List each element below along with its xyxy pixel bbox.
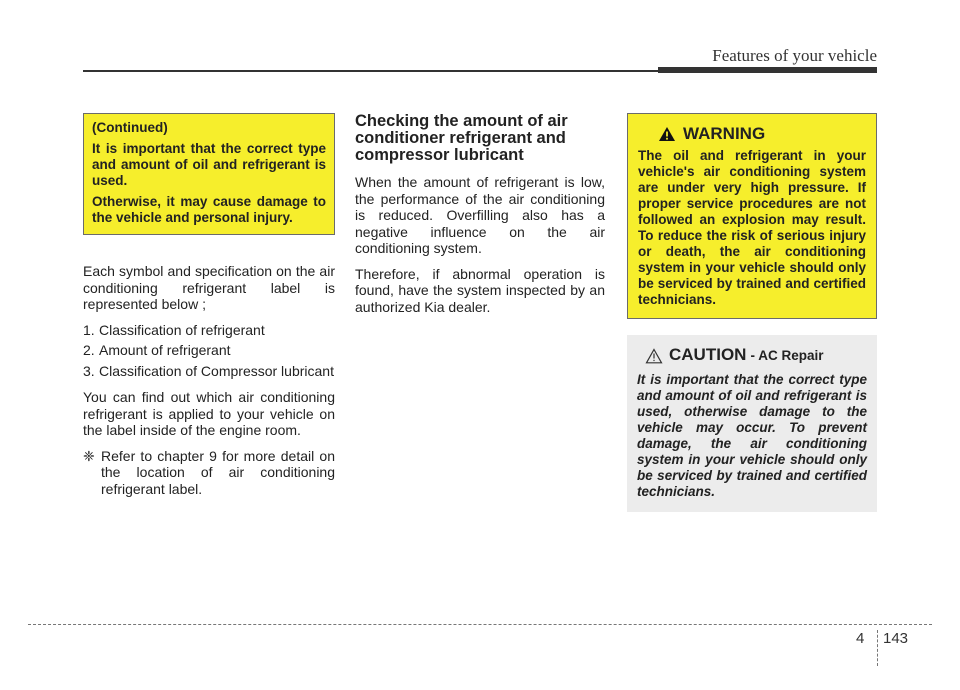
page-number: 143: [883, 630, 909, 647]
warning-heading: WARNING: [683, 124, 766, 143]
warning-box: [627, 113, 877, 319]
continued-text-1: It is important that the correct type and amount of oil and refrigerant is used.: [92, 141, 326, 188]
continued-text-2: Otherwise, it may cause damage to the vehicle and personal injury.: [92, 194, 326, 225]
note-text: Refer to chapter 9 for more detail on the location of air conditioning refrigerant label.: [101, 447, 335, 497]
reference-note: [83, 448, 335, 498]
warning-heading-row: [658, 126, 866, 142]
caution-subheading: - AC Repair: [750, 348, 824, 363]
list-number: 1.: [83, 321, 95, 338]
list-number: 2.: [83, 342, 95, 358]
caution-heading-row: [645, 347, 867, 364]
list-number: 3.: [83, 362, 95, 379]
list-text: Amount of refrigerant: [99, 342, 231, 358]
left-column: [83, 113, 335, 497]
list-item: [83, 363, 335, 380]
footer-rule: [28, 624, 932, 625]
continued-box: [83, 113, 335, 235]
refrigerant-location-text: You can find out which air conditioning refrigerant is applied to your vehicle on the label inside of the engine room.: [83, 389, 335, 438]
warning-icon: [658, 126, 676, 142]
middle-column: [355, 113, 605, 324]
list-text: Classification of refrigerant: [99, 321, 265, 338]
list-text: Classification of Compressor lubricant: [99, 362, 334, 379]
header-rule-accent: [658, 67, 877, 73]
spec-list: [83, 322, 335, 380]
left-body: [83, 263, 335, 497]
right-column: [627, 113, 877, 512]
refrigerant-amount-text: When the amount of refrigerant is low, the performance of the air conditioning is reduced. Overfilling also has a negative influence on the air conditioning system.: [355, 174, 605, 256]
note-symbol-icon: ❈: [83, 447, 95, 464]
warning-text: The oil and refrigerant in your vehicle's air conditioning system are under very high pressure. If proper service procedures are not followed an explosion may result. To reduce the risk of serious injury or death, the air conditioning system in your vehicle should only be serviced by trained and certified technicians.: [638, 148, 866, 307]
footer-separator: [877, 630, 878, 666]
list-item: [83, 322, 335, 339]
dealer-inspection-text: Therefore, if abnormal operation is found, have the system inspected by an authorized Kia dealer.: [355, 265, 605, 315]
middle-body: [355, 174, 605, 315]
chapter-number: 4: [856, 630, 865, 647]
continued-heading: (Continued): [92, 120, 168, 135]
section-title: Checking the amount of air conditioner refrigerant and compressor lubricant: [355, 112, 568, 164]
caution-text: It is important that the correct type and amount of oil and refrigerant is used, otherwise damage to the vehicle may occur. To prevent damage, the air conditioning system in your vehicle should only be serviced by trained and certified technicians.: [637, 372, 867, 499]
list-item: [83, 342, 335, 359]
label-intro: Each symbol and specification on the air conditioning refrigerant label is represented below ;: [83, 263, 335, 312]
caution-icon: [645, 348, 663, 364]
caution-box: [627, 335, 877, 512]
caution-heading: CAUTION: [669, 345, 747, 364]
running-header: Features of your vehicle: [712, 46, 877, 65]
